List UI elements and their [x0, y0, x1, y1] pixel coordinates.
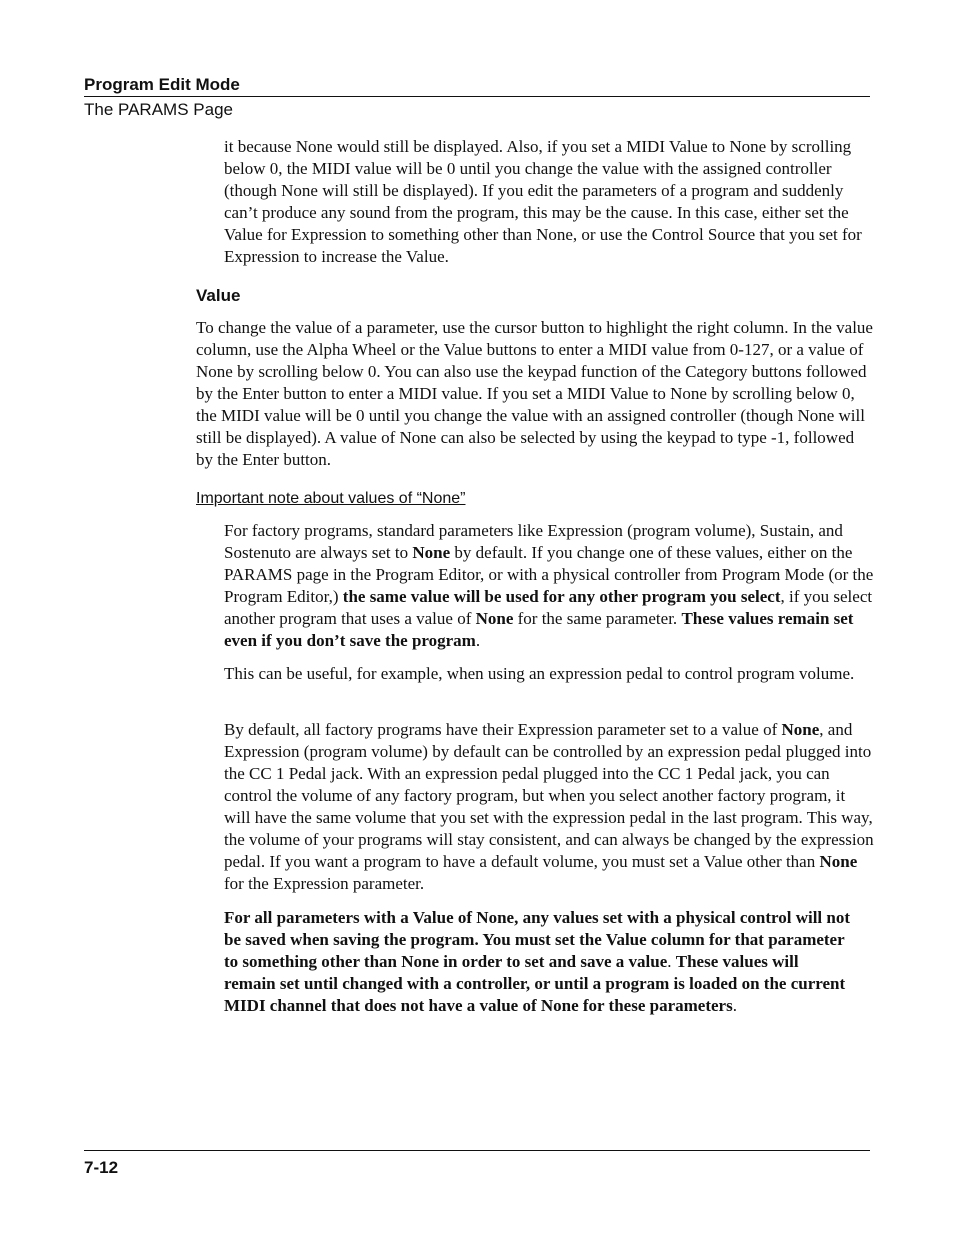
bold-run: None: [781, 720, 820, 739]
page-number: 7-12: [84, 1158, 119, 1177]
bold-run: None: [412, 543, 451, 562]
text-run: By default, all factory programs have their Expression parameter set to a value of: [224, 720, 782, 739]
running-header-title: Program Edit Mode: [84, 75, 240, 94]
useful-paragraph: This can be useful, for example, when using an expression pedal to control program volume.: [224, 664, 855, 683]
text-run: by default. If you change one of these values, either on the PARAMS page in the Program Editor, or with a physical controller from Program Mode (or the Program Editor,): [224, 543, 874, 606]
bold-run: the same value will be used for any other program you select: [342, 587, 781, 606]
default-expression-paragraph: [224, 719, 874, 895]
running-header-subtitle: The PARAMS Page: [84, 100, 233, 119]
intro-paragraph: it because None would still be displayed. Also, if you set a MIDI Value to None by scrolling below 0, the MIDI value will be 0 until you change the value with the assigned controller (though None will still be displayed). If you edit the parameters of a program and suddenly can’t produce any sound from the program, this may be the cause. In this case, either set the Value for Expression to something other than None, or use the Control Source that you set for Expression to increase the Value.: [224, 137, 862, 266]
text-run: , and Expression (program volume) by default can be controlled by an expression pedal plugged into the CC 1 Pedal jack. With an expression pedal plugged into the CC 1 Pedal jack, you can control the volume of any factory program, but when you select another factory program, it will have the same volume that you set with the expression pedal in the last program. This way, the volume of your programs will stay consistent, and can always be changed by the expression pedal. If you want a program to have a default volume, you must set a Value other than: [224, 720, 874, 871]
bold-run: These values remain set even if you don’t save the program: [224, 609, 854, 650]
bold-run: None: [819, 852, 858, 871]
text-run: for the same parameter.: [513, 609, 682, 628]
value-heading: Value: [196, 286, 241, 305]
bold-run: None: [475, 609, 514, 628]
header-rule: [84, 96, 870, 97]
bold-warning-paragraph: [224, 907, 850, 1017]
important-note-heading: Important note about values of “None”: [196, 490, 466, 507]
bold-run: For all parameters with a Value of None, any values set with a physical control will not be saved when saving the program. You must set the Value column for that parameter to something other than None in order to set and save a value: [224, 908, 851, 971]
text-run: .: [475, 631, 481, 650]
factory-programs-paragraph: [224, 520, 874, 652]
text-run: .: [667, 952, 676, 971]
value-paragraph: To change the value of a parameter, use the cursor button to highlight the right column. In the value column, use the Alpha Wheel or the Value buttons to enter a MIDI value from 0-127, or a value of None by scrolling below 0. You can also use the keypad function of the Category buttons followed by the Enter button to enter a MIDI value. If you set a MIDI Value to None by scrolling below 0, the MIDI value will be 0 until you change the value with an assigned controller (though None will still be displayed). A value of None can also be selected by using the keypad to type -1, followed by the Enter button.: [196, 318, 873, 469]
text-run: , if you select another program that uses a value of: [224, 587, 873, 628]
text-run: for the Expression parameter.: [224, 874, 425, 893]
text-run: .: [732, 996, 737, 1015]
footer-rule: [84, 1150, 870, 1151]
bold-run: These values will remain set until changed with a controller, or until a program is loaded on the current MIDI channel that does not have a value of None for these parameters: [224, 952, 846, 1015]
text-run: For factory programs, standard parameters like Expression (program volume), Sustain, and Sostenuto are always set to: [224, 521, 843, 562]
